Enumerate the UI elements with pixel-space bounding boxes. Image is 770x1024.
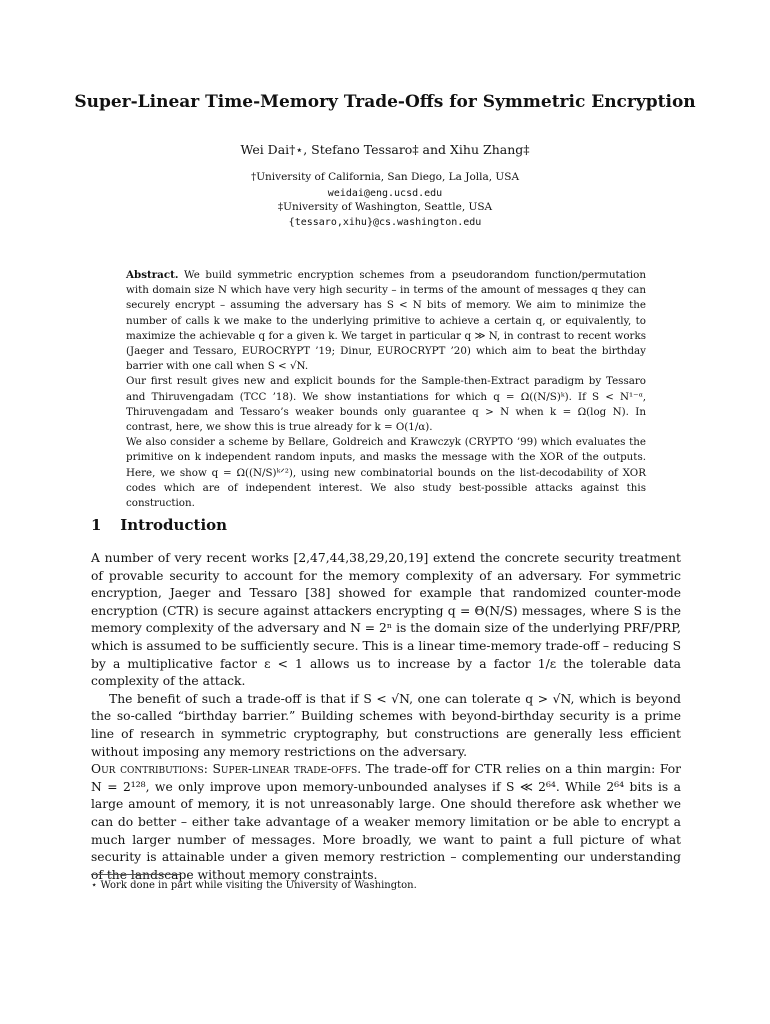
email-uw: {tessaro,xihu}@cs.washington.edu (288, 217, 482, 228)
contributions-heading: Our contributions: Super-linear trade-offs. (91, 762, 362, 777)
abstract-paragraph-1 (126, 268, 646, 374)
author-list: Wei Dai†⋆, Stefano Tessaro‡ and Xihu Zhang‡ (240, 142, 530, 157)
intro-paragraph-2: The benefit of such a trade-off is that if S < √N, one can tolerate q > √N, which is beyond the so-called “birthday barrier.” Building schemes with beyond-birthday security is a prime line of research in symmetric cryptography, but constructions are generally less efficient without imposing any memory restrictions on the adversary. (91, 691, 681, 759)
affiliation-uw: ‡University of Washington, Seattle, USA (277, 201, 493, 213)
abstract-text-1: We build symmetric encryption schemes from a pseudorandom function/permutation with domain size N which have very high security – in terms of the amount of messages q they can securely encrypt – assuming the adversary has S < N bits of memory. We aim to minimize the number of calls k we make to the underlying primitive to achieve a certain q, or equivalently, to maximize the achievable q for a given k. We target in particular q ≫ N, in contrast to recent works (Jaeger and Tessaro, EUROCRYPT ’19; Dinur, EUROCRYPT ’20) which aim to beat the birthday barrier with one call when S < √N. (126, 269, 646, 373)
footnote-rule (91, 874, 181, 875)
footnote: ⋆ Work done in part while visiting the University of Washington. (91, 880, 417, 891)
section-heading (91, 516, 227, 534)
affiliation-ucsd: †University of California, San Diego, La Jolla, USA (250, 171, 520, 183)
paper-title: Super-Linear Time-Memory Trade-Offs for Symmetric Encryption (74, 92, 696, 112)
abstract-paragraph-2: Our first result gives new and explicit bounds for the Sample-then-Extract paradigm by Tessaro and Thiruvengadam (TCC ’18). We show instantiations for which q = Ω((N/S)ᵏ). If S < N¹⁻ᵅ, Thiruvengadam and Tessaro’s weaker bounds only guarantee q > N when k = Ω(log N). In contrast, here, we show this is true already for k = O(1/α). (126, 375, 646, 434)
section-title: Introduction (120, 516, 228, 534)
abstract (126, 268, 646, 511)
section-number: 1 (91, 516, 102, 534)
email-ucsd: weidai@eng.ucsd.edu (327, 188, 443, 199)
abstract-label: Abstract. (126, 269, 179, 281)
contributions-text: The trade-off for CTR relies on a thin margin: For N = 2¹²⁸, we only improve upon memory-unbounded analyses if S ≪ 2⁶⁴. While 2⁶⁴ bits is a large amount of memory, it is not unreasonably large. One should therefore ask whether we can do better – either take advantage of a weaker memory limitation or be able to encrypt a much larger number of messages. More broadly, we want to paint a full picture of what security is attainable under a given memory restriction – complementing our understanding of the landscape without memory constraints. (91, 762, 681, 882)
intro-paragraph-1: A number of very recent works [2,47,44,38,29,20,19] extend the concrete security treatment of provable security to account for the memory complexity of an adversary. For symmetric encryption, Jaeger and Tessaro [38] showed for example that randomized counter-mode encryption (CTR) is secure against attackers encrypting q = Θ(N/S) messages, where S is the memory complexity of the adversary and N = 2ⁿ is the domain size of the underlying PRF/PRP, which is assumed to be sufficiently secure. This is a linear time-memory trade-off – reducing S by a multiplicative factor ε < 1 allows us to increase by a factor 1/ε the tolerable data complexity of the attack. (91, 551, 681, 689)
abstract-paragraph-3: We also consider a scheme by Bellare, Goldreich and Krawczyk (CRYPTO ’99) which evaluates the primitive on k independent random inputs, and masks the message with the XOR of the outputs. Here, we show q = Ω((N/S)ᵏᐟ²), using new combinatorial bounds on the list-decodability of XOR codes which are of independent interest. We also study best-possible attacks against this construction. (126, 436, 646, 510)
introduction-body (91, 550, 681, 884)
contributions-paragraph (91, 761, 681, 884)
